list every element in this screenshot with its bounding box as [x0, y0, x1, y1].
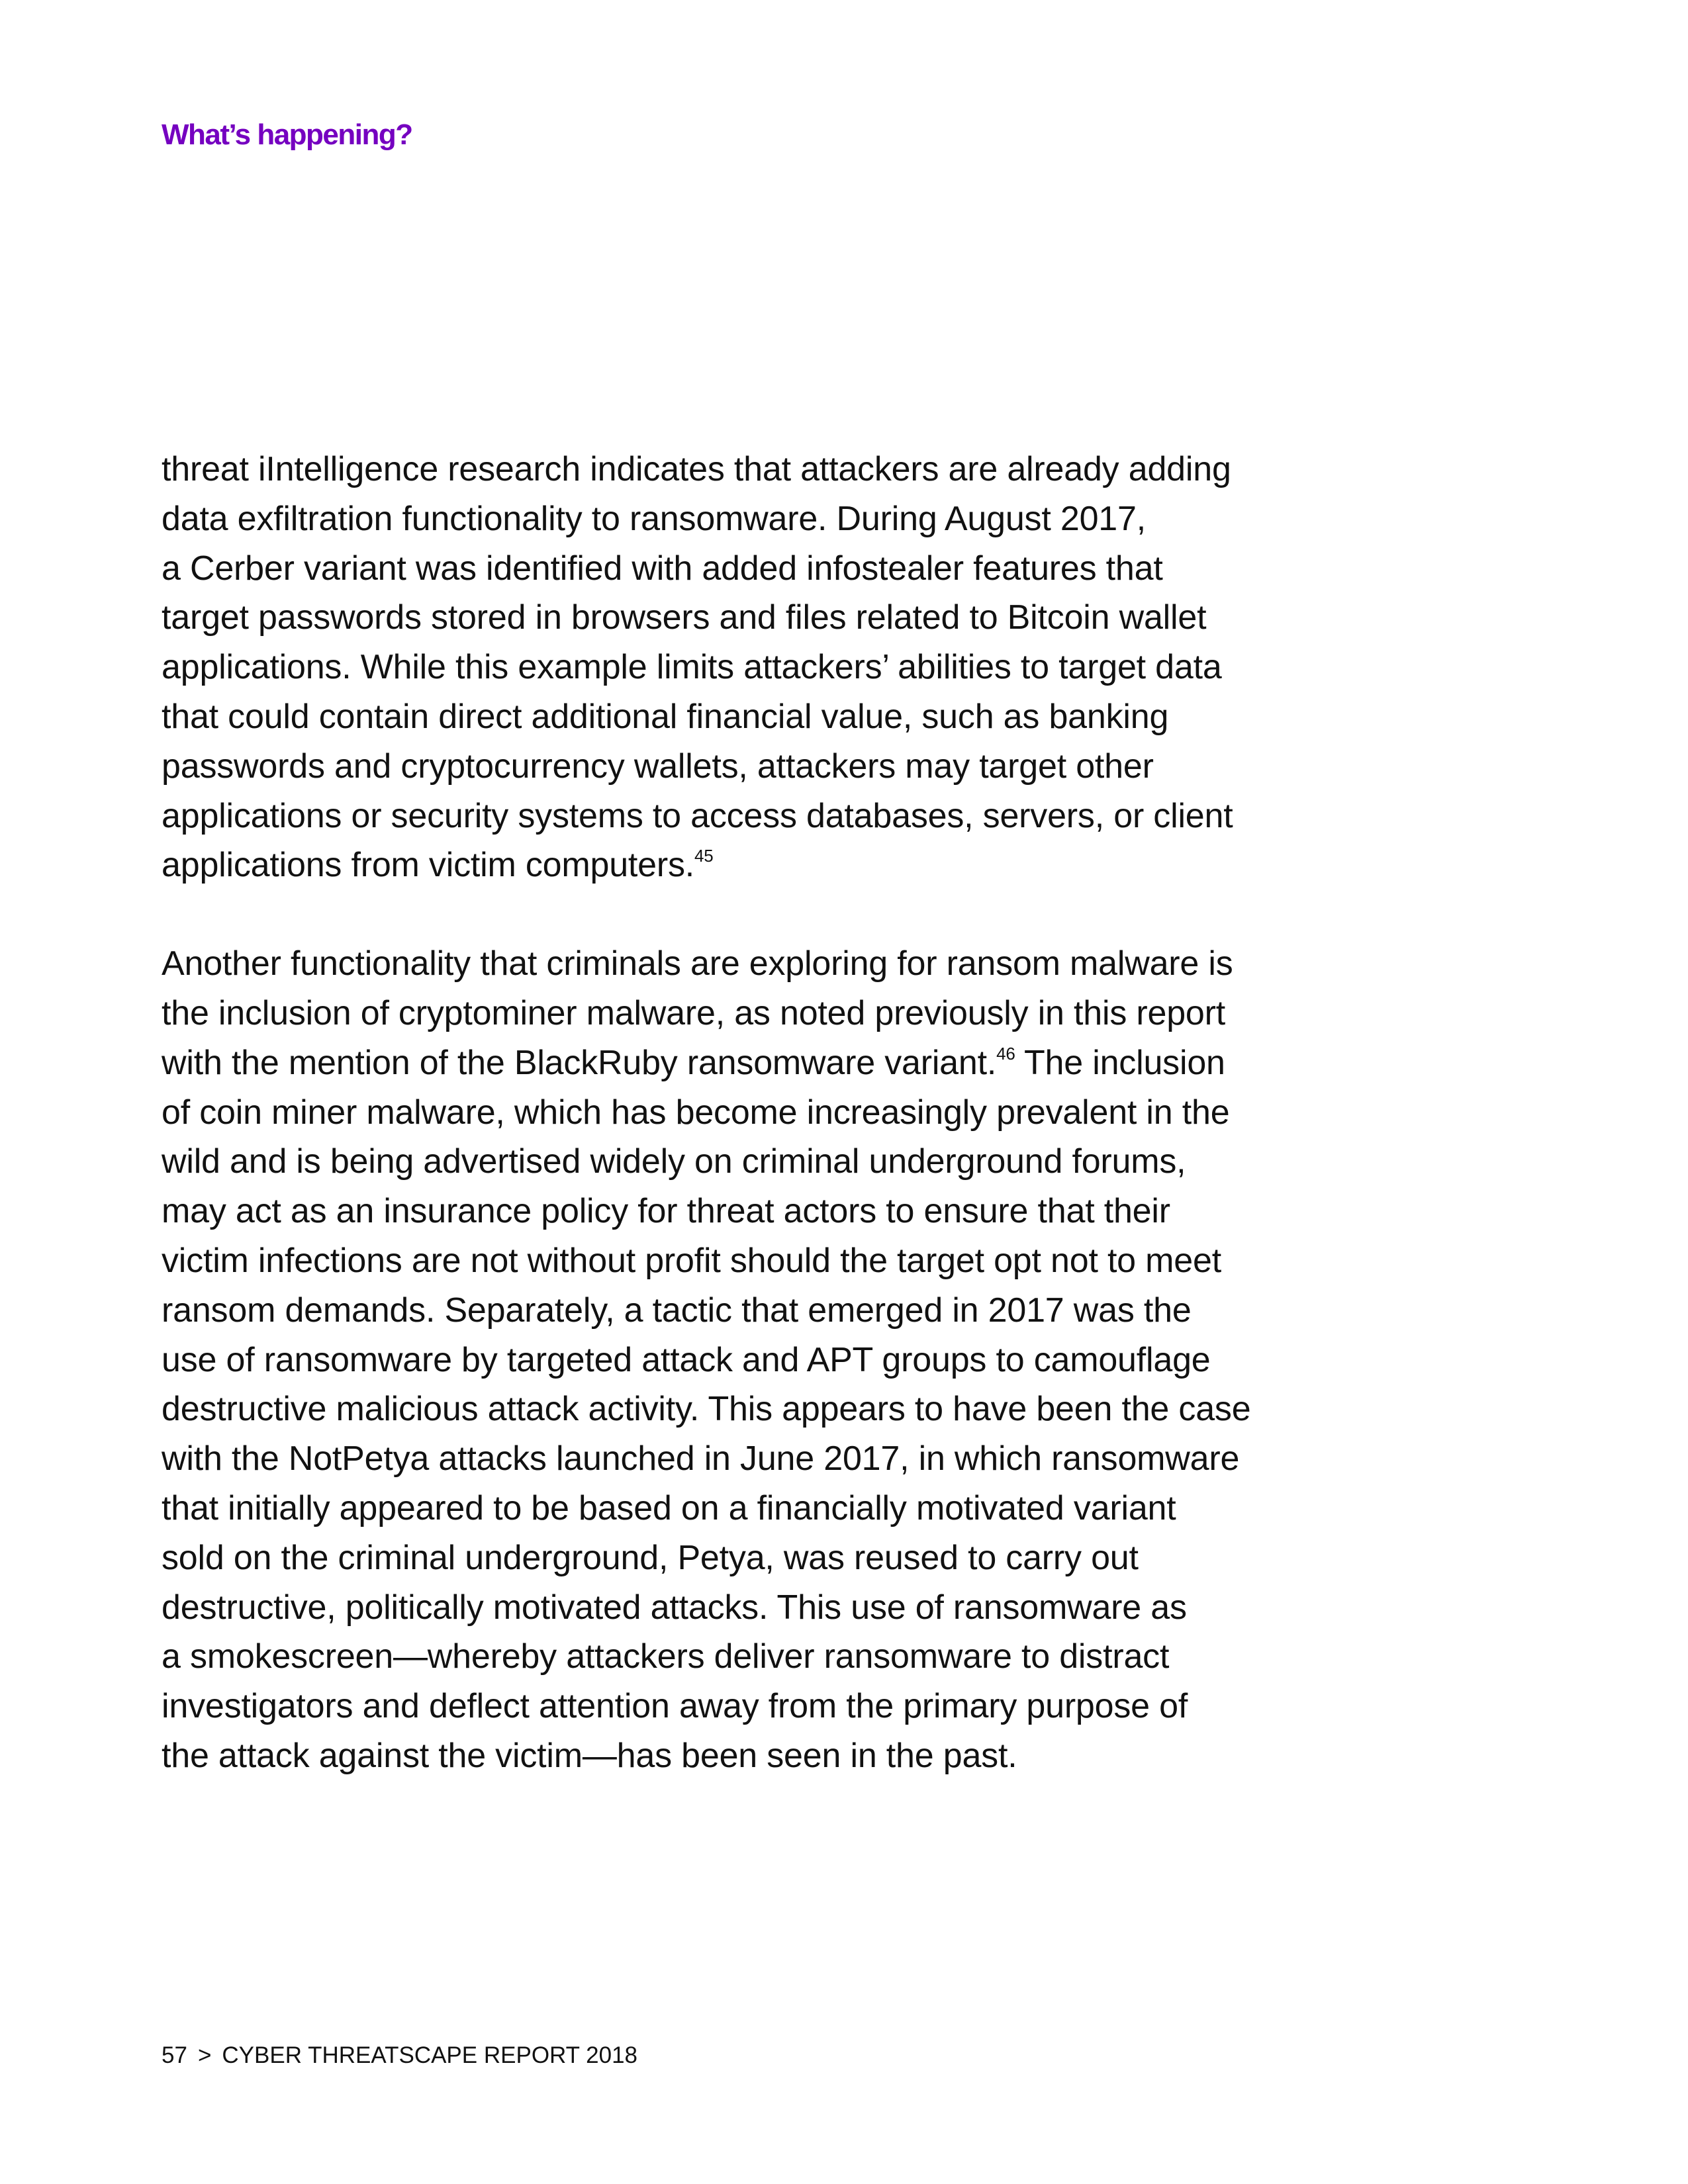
text-line: that initially appeared to be based on a financially motivated variant: [162, 1488, 1176, 1527]
text-line-with-footnote: [162, 841, 1386, 890]
text-line: destructive malicious attack activity. This appears to have been the case: [162, 1390, 1251, 1429]
text-line: of coin miner malware, which has become increasingly prevalent in the: [162, 1093, 1230, 1132]
text-line: passwords and cryptocurrency wallets, attackers may target other: [162, 747, 1154, 786]
text-line: applications. While this example limits attackers’ abilities to target data: [162, 648, 1222, 687]
page-footer: [162, 2041, 637, 2070]
text-line: applications or security systems to access databases, servers, or client: [162, 796, 1233, 835]
text-line: victim infections are not without profit should the target opt not to meet: [162, 1241, 1221, 1280]
text-line: use of ransomware by targeted attack and APT groups to camouflage: [162, 1340, 1211, 1379]
text-line: applications from victim computers.: [162, 846, 695, 885]
text-fragment: with the mention of the BlackRuby ransomware variant.: [162, 1043, 997, 1082]
text-line: investigators and deflect attention away from the primary purpose of: [162, 1687, 1188, 1726]
section-label: What’s happening?: [162, 118, 412, 151]
text-line: with the NotPetya attacks launched in June 2017, in which ransomware: [162, 1439, 1240, 1479]
text-line: that could contain direct additional financial value, such as banking: [162, 697, 1169, 736]
text-line: data exfiltration functionality to ransomware. During August 2017,: [162, 499, 1146, 538]
footnote-marker: 46: [996, 1043, 1015, 1064]
text-line: threat iIntelligence research indicates that attackers are already adding: [162, 450, 1231, 488]
text-line: a Cerber variant was identified with added infostealer features that: [162, 549, 1163, 588]
paragraph-1: [162, 445, 1386, 890]
text-line-with-footnote: [162, 1038, 1386, 1088]
text-line: sold on the criminal underground, Petya, was reused to carry out: [162, 1538, 1139, 1577]
text-line: destructive, politically motivated attacks. This use of ransomware as: [162, 1588, 1187, 1627]
text-line: may act as an insurance policy for threat actors to ensure that their: [162, 1192, 1170, 1231]
text-line: a smokescreen—whereby attackers deliver ransomware to distract: [162, 1637, 1170, 1676]
article-body: [162, 445, 1386, 1830]
page-number: 57: [162, 2042, 187, 2068]
text-line: the inclusion of cryptominer malware, as noted previously in this report: [162, 993, 1226, 1032]
text-line: the attack against the victim—has been seen in the past.: [162, 1736, 1017, 1775]
footnote-marker: 45: [694, 846, 714, 866]
footer-separator: >: [197, 2042, 212, 2068]
report-title: CYBER THREATSCAPE REPORT 2018: [222, 2042, 638, 2068]
text-line: Another functionality that criminals are exploring for ransom malware is: [162, 944, 1233, 983]
text-line: target passwords stored in browsers and files related to Bitcoin wallet: [162, 598, 1207, 637]
text-fragment: The inclusion: [1015, 1043, 1225, 1082]
text-line: wild and is being advertised widely on criminal underground forums,: [162, 1142, 1186, 1181]
paragraph-2: [162, 939, 1386, 1781]
text-line: ransom demands. Separately, a tactic that emerged in 2017 was the: [162, 1291, 1192, 1330]
